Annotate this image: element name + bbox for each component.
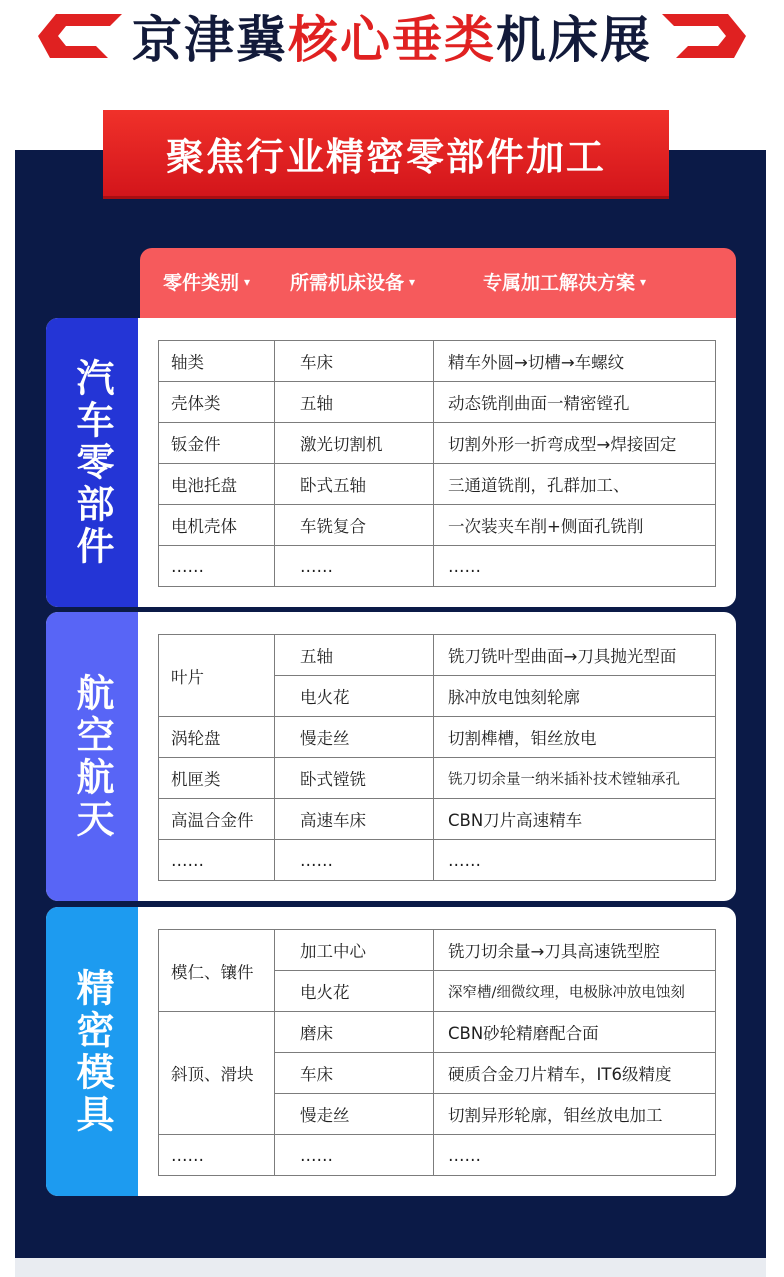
table-cell: 切割外形一折弯成型→焊接固定 [434, 423, 716, 464]
headline-text: 聚焦行业精密零部件加工 [165, 134, 606, 179]
table-cell: …… [434, 546, 716, 587]
table-cell: …… [159, 1135, 275, 1176]
table-cell: …… [275, 1135, 434, 1176]
table-cell: 铣刀切余量一纳米插补技术镗轴承孔 [434, 758, 716, 799]
table-cell: 叶片 [159, 635, 275, 717]
left-arrow-decoration-icon [36, 12, 124, 60]
table-cell: 车床 [275, 1053, 434, 1094]
table-cell: 卧式镗铣 [275, 758, 434, 799]
column-header-machine[interactable] [290, 268, 415, 295]
table-row [159, 799, 716, 840]
table-cell: …… [434, 840, 716, 881]
title-part-3: 机床展 [496, 11, 652, 69]
table-cell: 慢走丝 [275, 717, 434, 758]
table-cell: 壳体类 [159, 382, 275, 423]
table-cell: 五轴 [275, 635, 434, 676]
dropdown-arrow-icon: ▾ [640, 274, 647, 289]
table-cell: 动态铣削曲面一精密镗孔 [434, 382, 716, 423]
table-row [159, 840, 716, 881]
table-cell: 三通道铣削，孔群加工、 [434, 464, 716, 505]
table-row [159, 341, 716, 382]
table-cell: CBN砂轮精磨配合面 [434, 1012, 716, 1053]
bottom-strip [15, 1258, 766, 1277]
table-cell: 车铣复合 [275, 505, 434, 546]
section-label: 汽车零部件 [70, 357, 114, 568]
section-label-panel [46, 318, 138, 607]
table-cell: 涡轮盘 [159, 717, 275, 758]
section-precision-molds [46, 907, 736, 1196]
headline-banner [103, 110, 669, 196]
dropdown-arrow-icon: ▾ [244, 274, 251, 289]
table-cell: …… [275, 546, 434, 587]
column-header-solution[interactable] [483, 268, 646, 295]
table-cell: 卧式五轴 [275, 464, 434, 505]
table-cell: 铣刀铣叶型曲面→刀具抛光型面 [434, 635, 716, 676]
table-cell: 激光切割机 [275, 423, 434, 464]
table-cell: 电池托盘 [159, 464, 275, 505]
table-cell: 深窄槽/细微纹理，电极脉冲放电蚀刻 [434, 971, 716, 1012]
table-cell: 精车外圆→切槽→车螺纹 [434, 341, 716, 382]
table-cell: 一次装夹车削+侧面孔铣削 [434, 505, 716, 546]
section-aerospace [46, 612, 736, 901]
table-row [159, 505, 716, 546]
dropdown-arrow-icon: ▾ [409, 274, 416, 289]
table-cell: 机匣类 [159, 758, 275, 799]
table-cell: 高温合金件 [159, 799, 275, 840]
table-cell: 加工中心 [275, 930, 434, 971]
table-cell: 轴类 [159, 341, 275, 382]
column-header-bar [140, 248, 736, 318]
table-cell: 切割异形轮廓，钼丝放电加工 [434, 1094, 716, 1135]
column-header-label: 专属加工解决方案 [483, 272, 636, 294]
section-label-panel [46, 907, 138, 1196]
column-header-label: 零件类别 [163, 272, 240, 294]
page-title [0, 0, 784, 72]
table-row [159, 382, 716, 423]
table-cell: 电火花 [275, 971, 434, 1012]
table-row [159, 546, 716, 587]
table-cell: 磨床 [275, 1012, 434, 1053]
table-cell: 脉冲放电蚀刻轮廓 [434, 676, 716, 717]
table-cell: 车床 [275, 341, 434, 382]
section-label-panel [46, 612, 138, 901]
section-label: 航空航天 [70, 672, 114, 841]
section-automotive-parts [46, 318, 736, 607]
table-row [159, 635, 716, 676]
table-cell: 斜顶、滑块 [159, 1012, 275, 1135]
table-cell: 电火花 [275, 676, 434, 717]
table-cell: 硬质合金刀片精车，IT6级精度 [434, 1053, 716, 1094]
table-cell: 高速车床 [275, 799, 434, 840]
table-cell: 慢走丝 [275, 1094, 434, 1135]
table-cell: 模仁、镶件 [159, 930, 275, 1012]
title-part-2: 核心垂类 [288, 11, 496, 69]
table-cell: …… [159, 840, 275, 881]
column-header-part-category[interactable] [163, 268, 250, 295]
right-arrow-decoration-icon [660, 12, 748, 60]
parts-table [158, 929, 716, 1176]
section-label: 精密模具 [70, 967, 114, 1136]
table-cell: …… [159, 546, 275, 587]
table-cell: 切割榫槽，钼丝放电 [434, 717, 716, 758]
table-row [159, 1135, 716, 1176]
title-part-1: 京津冀 [132, 11, 288, 69]
table-row [159, 930, 716, 971]
table-row [159, 717, 716, 758]
table-cell: 电机壳体 [159, 505, 275, 546]
table-cell: …… [434, 1135, 716, 1176]
table-row [159, 423, 716, 464]
parts-table [158, 340, 716, 587]
table-cell: …… [275, 840, 434, 881]
table-row [159, 464, 716, 505]
table-cell: CBN刀片高速精车 [434, 799, 716, 840]
table-cell: 铣刀切余量→刀具高速铣型腔 [434, 930, 716, 971]
table-cell: 钣金件 [159, 423, 275, 464]
column-header-label: 所需机床设备 [290, 272, 405, 294]
table-cell: 五轴 [275, 382, 434, 423]
parts-table [158, 634, 716, 881]
table-row [159, 1012, 716, 1053]
table-row [159, 758, 716, 799]
title-text [132, 0, 652, 72]
